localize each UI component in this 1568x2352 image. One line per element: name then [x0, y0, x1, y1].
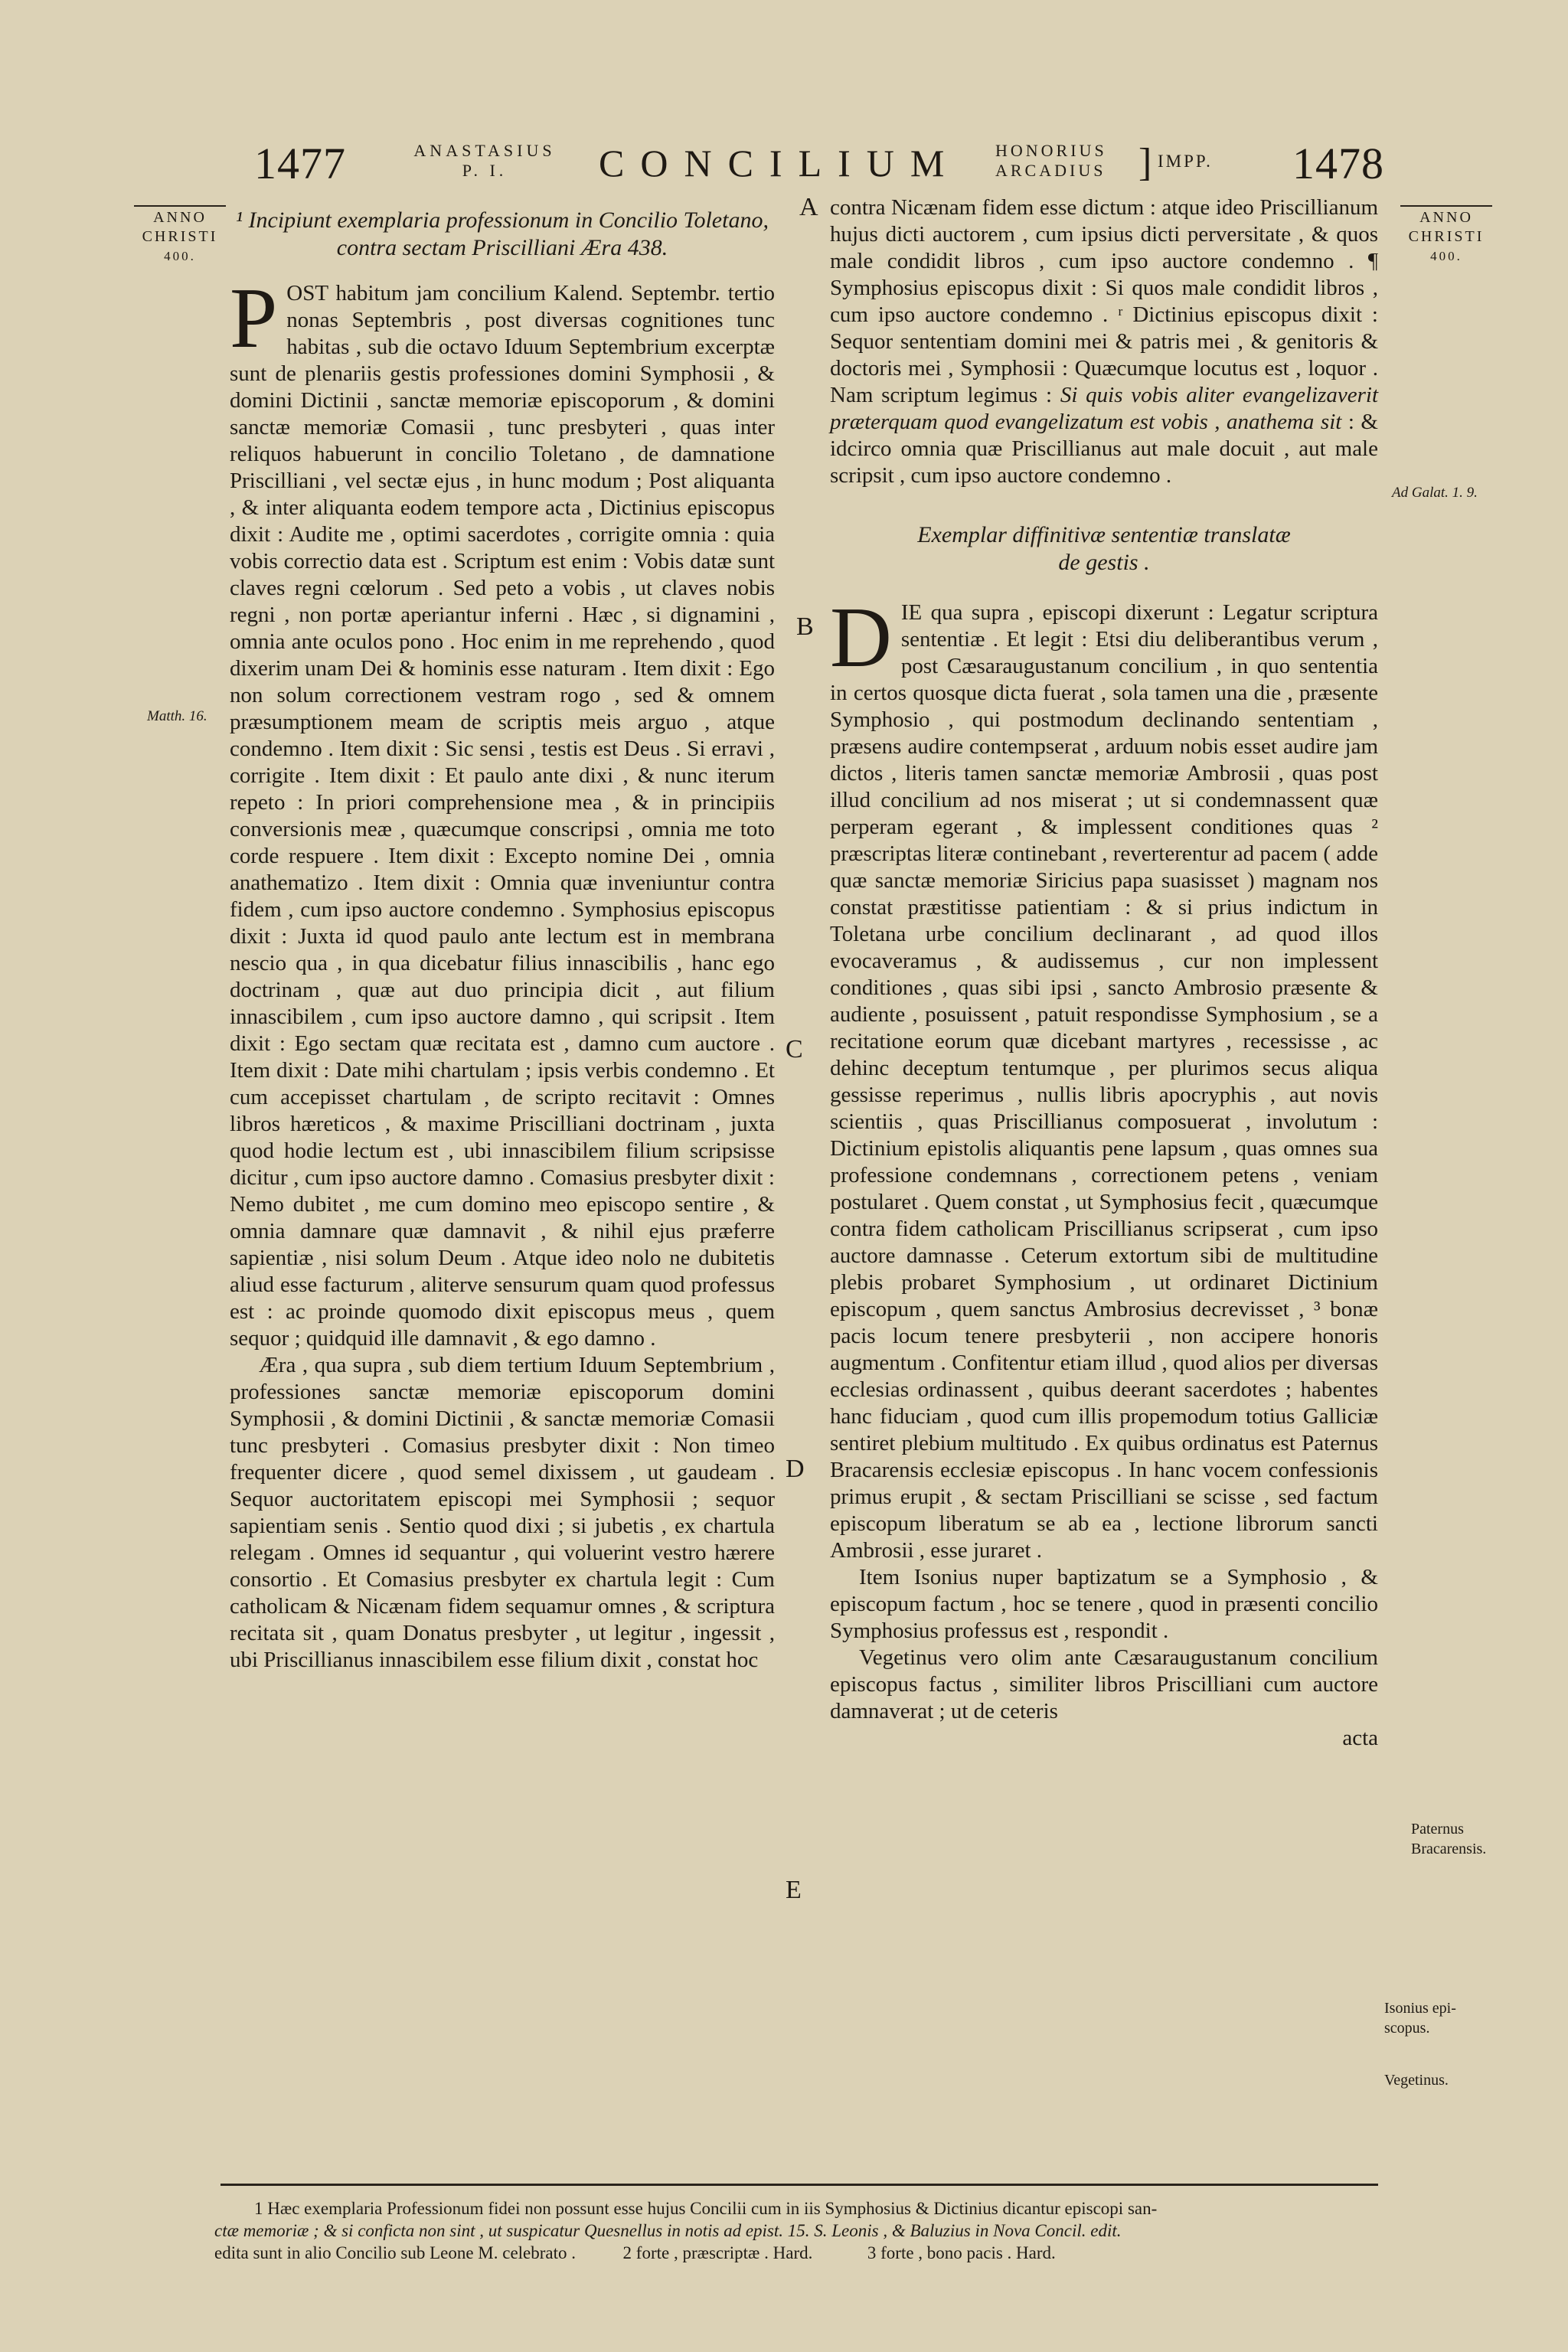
margin-note-paternus-line2: Bracarensis.	[1411, 1841, 1487, 1857]
margin-rule	[134, 205, 226, 207]
margin-note-isonius-line1: Isonius epi-	[1384, 2000, 1456, 2017]
right-heading-line1: Exemplar diffinitivæ sententiæ translatæ	[917, 522, 1291, 547]
footnote-line-3-a: edita sunt in alio Concilio sub Leone M. celebrato .	[214, 2243, 577, 2262]
right-column	[830, 194, 1378, 1752]
emperor-name-arcadius: ARCADIUS	[995, 161, 1106, 180]
footnote-line-1: 1 Hæc exemplaria Professionum fidei non possunt esse hujus Concilii cum in iis Symphosius & Dictinius dicantur episcopi san-	[254, 2199, 1158, 2218]
margin-christi: CHRISTI	[1408, 228, 1485, 245]
left-column-text	[230, 271, 775, 1674]
footnote-rule	[220, 2184, 1378, 2186]
left-heading-line2: contra sectam Priscilliani Æra 438.	[336, 235, 668, 260]
footnote-line-2-text: ctæ memoriæ ; & si conficta non sint , ut suspicatur Quesnellus in notis ad epist. 15. S. Leonis , & Baluzius in Nova Concil. edit.	[214, 2221, 1122, 2240]
right-paragraph-2-text: IE qua supra , episcopi dixerunt : Legatur scriptura sententiæ . Et legit : Etsi diu deliberantibus verum , post Cæsaraugustanum concilium , in quo sententia in certos quosque dicta fuerat , sola tamen una die , præsente Symphosio , qui postmodum declinando sententiam , præsens audire contempserat , arduum nobis esset audire jam dictos , literis tamen sanctæ memoriæ Ambrosii , quas post illud concilium ad nos miserat ; ut si condemnassent quæ perperam egerant , & implessent conditiones quas ² præscriptas literæ continebant , reverterentur ad pacem ( adde quæ sanctæ memoriæ Siricius papa suasisset ) magnam nos constat præstitisse patientiam : & si prius indictum in Toletana urbe concilium declinarant , ad quod illos evocaveramus , & audissemus , cur non implessent conditiones , quas sibi ipsi , sancto Ambrosio præsente & audiente , posuissent , patuit respondisse Symphosium , se a recitatione eorum quæ dicebant martyres , recessisse , ac dehinc deceptum tentumque , per plurimos secus aliqua gessisse reperimus , nullis libris apocryphis , aut novis scientiis , quas Priscillianus composuerat , involutum : Dictinium epistolis aliquantis pene lapsum , quas omnes sua professione condemnans , correctionem petens , veniam postularet . Quem constat , ut Symphosius fecit , quæcumque contra fidem catholicam Priscillianus scripserat , cum ipso auctore damnasse . Ceterum extortum sibi de multitudine plebis probaret Symphosium , ut ordinaret Dictinium episcopum , quem sanctus Ambrosius decrevisset , ³ bonæ pacis locum tenere presbyterii , non accipere honoris augmentum . Confitentur etiam illud , quod alios per diversas ecclesias ordinassent , quibus deerant sacerdotes ; habentes hanc fiduciam , quod cum illis propemodum totius Galliciæ sentiret plebium multitudo . Ex quibus ordinatus est Paternus Bracarensis ecclesiæ episcopus . In hanc vocem confessionis primus erupit , & sectam Priscilliani se scisse , sed factum episcopum liberatum se ab ea , lectione librorum sancti Ambrosii , esse juraret .	[830, 600, 1378, 1563]
margin-note-galatians: Ad Galat. 1. 9.	[1392, 485, 1478, 501]
right-paragraph-4: Vegetinus vero olim ante Cæsaraugustanum concilium episcopus factus , similiter libros Priscilliani cum auctore damnaverat ; ut de ceteris	[830, 1645, 1378, 1723]
margin-note-isonius-line2: scopus.	[1384, 2020, 1430, 2037]
footnote-line-2	[214, 2220, 1386, 2242]
section-letter-b: B	[796, 612, 814, 641]
emperor-suffix: IMPP.	[1158, 152, 1213, 171]
margin-note-vegetinus: Vegetinus.	[1384, 2072, 1449, 2089]
margin-note-paternus	[1411, 1819, 1486, 1859]
margin-note-isonius	[1384, 1998, 1456, 2038]
emperor-name-anastasius: ANASTASIUS	[413, 141, 556, 160]
left-column-heading	[230, 207, 775, 262]
section-letter-c: C	[786, 1035, 803, 1063]
right-paragraph-1-text: contra Nicænam fidem esse dictum : atque ideo Priscillianum hujus dicti auctorem , cum ipsius dicti perversitate , & quos male condidit libros , cum ipso auctore condemno . ¶ Symphosius episcopus dixit : Si quos male condidit libros , cum ipso auctore condemno . ʳ Dictinius episcopus dixit : Sequor sententiam domini mei & patris mei , & genitoris & doctoris mei , Symphosii : Quæcumque locutus est , loquor . Nam scriptum legimus :	[830, 195, 1378, 407]
left-paragraph-1	[230, 271, 775, 1352]
dropcap-d: D	[830, 590, 892, 685]
margin-christi: CHRISTI	[142, 228, 218, 245]
brace-icon: ]	[1138, 141, 1152, 185]
emperor-name-honorius: HONORIUS	[995, 141, 1107, 160]
right-paragraph-2	[830, 590, 1378, 1564]
footnote-line-3	[214, 2242, 1386, 2264]
section-letter-a: A	[799, 193, 818, 221]
page-number-right: 1478	[1292, 139, 1384, 188]
footnote-2: 2 forte , præscriptæ . Hard.	[622, 2243, 813, 2262]
margin-anno: ANNO	[153, 209, 207, 226]
right-column-text-top	[830, 194, 1378, 489]
margin-rule	[1400, 205, 1492, 207]
left-column	[230, 207, 775, 1674]
section-letter-e: E	[786, 1876, 802, 1904]
margin-year: 400.	[164, 249, 196, 263]
margin-anno: ANNO	[1419, 209, 1473, 226]
dropcap-p: P	[230, 271, 278, 366]
left-paragraph-2: Æra , qua supra , sub diem tertium Iduum Septembrium , professiones sanctæ memoriæ episcoporum domini Symphosii , & domini Dictinii , & sanctæ memoriæ Comasii tunc presbyteri . Comasius presbyter dixit : Non timeo frequenter dicere , quod semel dixissem , ut gaudeam . Sequor auctoritatem episcopi mei Symphosii ; sequor sapientiam senis . Sentio quod dixi ; si jubetis , ex chartula relegam . Omnes id sequantur , qui voluerint vestro hærere consortio . Et Comasius presbyter ex chartula legit : Cum catholicam & Nicænam fidem sequamur omnes , & scriptura recitata sit , quam Donatus presbyter , ut legitur , ingessit , ubi Priscillianus innascibilem esse filium dixit , constat hoc	[230, 1353, 775, 1672]
running-title: CONCILIUM	[599, 142, 961, 185]
margin-note-matthew: Matth. 16.	[147, 708, 207, 724]
right-paragraph-3: Item Isonius nuper baptizatum se a Symphosio , & episcopum factum , hoc se tenere , quod in præsenti concilio Symphosius professus est , respondit .	[830, 1565, 1378, 1643]
margin-year: 400.	[1430, 249, 1462, 263]
running-head-emperor-left	[404, 141, 565, 181]
right-column-text	[830, 590, 1378, 1752]
catchword: acta	[1342, 1726, 1378, 1750]
footnotes	[214, 2197, 1386, 2264]
right-paragraph-1-italic: Si quis vobis aliter evangelizaverit præterquam quod evangelizatum est vobis , anathema sit	[830, 383, 1378, 434]
margin-note-paternus-line1: Paternus	[1411, 1821, 1464, 1838]
right-paragraph-1	[830, 194, 1378, 489]
right-paragraph-1-end: : & idcirco omnia quæ Priscillianus aut male docuit , aut male scripsit , cum ipso auctore condemno .	[830, 410, 1378, 488]
left-heading-line1: ¹ Incipiunt exemplaria professionum in Concilio Toletano,	[236, 207, 769, 233]
margin-year-left	[122, 205, 237, 266]
page-number-left: 1477	[254, 139, 346, 188]
running-head-emperor-right	[995, 141, 1148, 181]
right-column-heading	[830, 521, 1378, 577]
left-paragraph-1-text: OST habitum jam concilium Kalend. Septembr. tertio nonas Septembris , post diversas cognitiones tunc habitas , sub die octavo Iduum Septembrium excerptæ sunt de plenariis gestis professiones domini Symphosii , & domini Dictinii , sanctæ memoriæ episcoporum , & domini sanctæ memoriæ Comasii , tunc presbyteri , quas inter reliquos habuerunt in concilio Toletano , de damnatione Priscilliani , vel sectæ ejus , in hunc modum ; Post aliquanta , & inter aliquanta eodem tempore acta , Dictinius episcopus dixit : Audite me , optimi sacerdotes , corrigite omnia : quia vobis correctio data est . Scriptum est enim : Vobis datæ sunt claves regni cœlorum . Sed peto a vobis , ut claves nobis regni , non portæ aperiantur inferni . Hæc , si dignamini , omnia ante oculos pono . Hoc enim in me reprehendo , quod dixerim unam Dei & hominis esse naturam . Item dixit : Ego non solum correctionem vestram rogo , sed & omnem præsumptionem meam de scriptis meis arguo , atque condemno . Item dixit : Sic sensi , testis est Deus . Si erravi , corrigite . Item dixit : Et paulo ante dixi , & nunc iterum repeto : In priori comprehensione mea , & in principiis conversionis meæ , quæcumque conscripsi , omnia me toto corde respuere . Item dixit : Excepto nomine Dei , omnia anathematizo . Item dixit : Omnia quæ inveniuntur contra fidem , cum ipso auctore condemno . Symphosius episcopus dixit : Juxta id quod paulo ante lectum est in membrana nescio qua , in qua dicebatur filius innascibilis , hanc ego doctrinam , quæ aut duo principia dicit , aut filium innascibilem , cum ipso auctore damno , qui scripsit . Item dixit : Ego sectam quæ recitata est , damno cum auctore . Item dixit : Date mihi chartulam ; ipsis verbis condemno . Et cum accepisset chartulam , de scripto recitavit : Omnes libros hæreticos , & maxime Priscilliani doctrinam , juxta quod hodie lectum est , ubi innascibilem filium scripsisse dicitur , cum ipso auctore damno . Comasius presbyter dixit : Nemo dubitet , me cum domino meo episcopo sentire , & omnia damnare quæ damnavit , & nihil ejus præferre sapientiæ , nisi solum Deum . Atque ideo nolo ne dubitetis aliud esse facturum , aliterve sensurum quam quod professus est : ac proinde quomodo dixit episcopus meus , quem sequor ; quidquid ille damnavit , & ego damno .	[230, 281, 775, 1351]
section-letter-d: D	[786, 1455, 805, 1483]
footnote-3: 3 forte , bono pacis . Hard.	[867, 2243, 1056, 2262]
margin-year-right	[1389, 205, 1504, 266]
emperor-title-left: P. I.	[462, 161, 508, 180]
right-heading-line2: de gestis .	[1058, 550, 1150, 575]
